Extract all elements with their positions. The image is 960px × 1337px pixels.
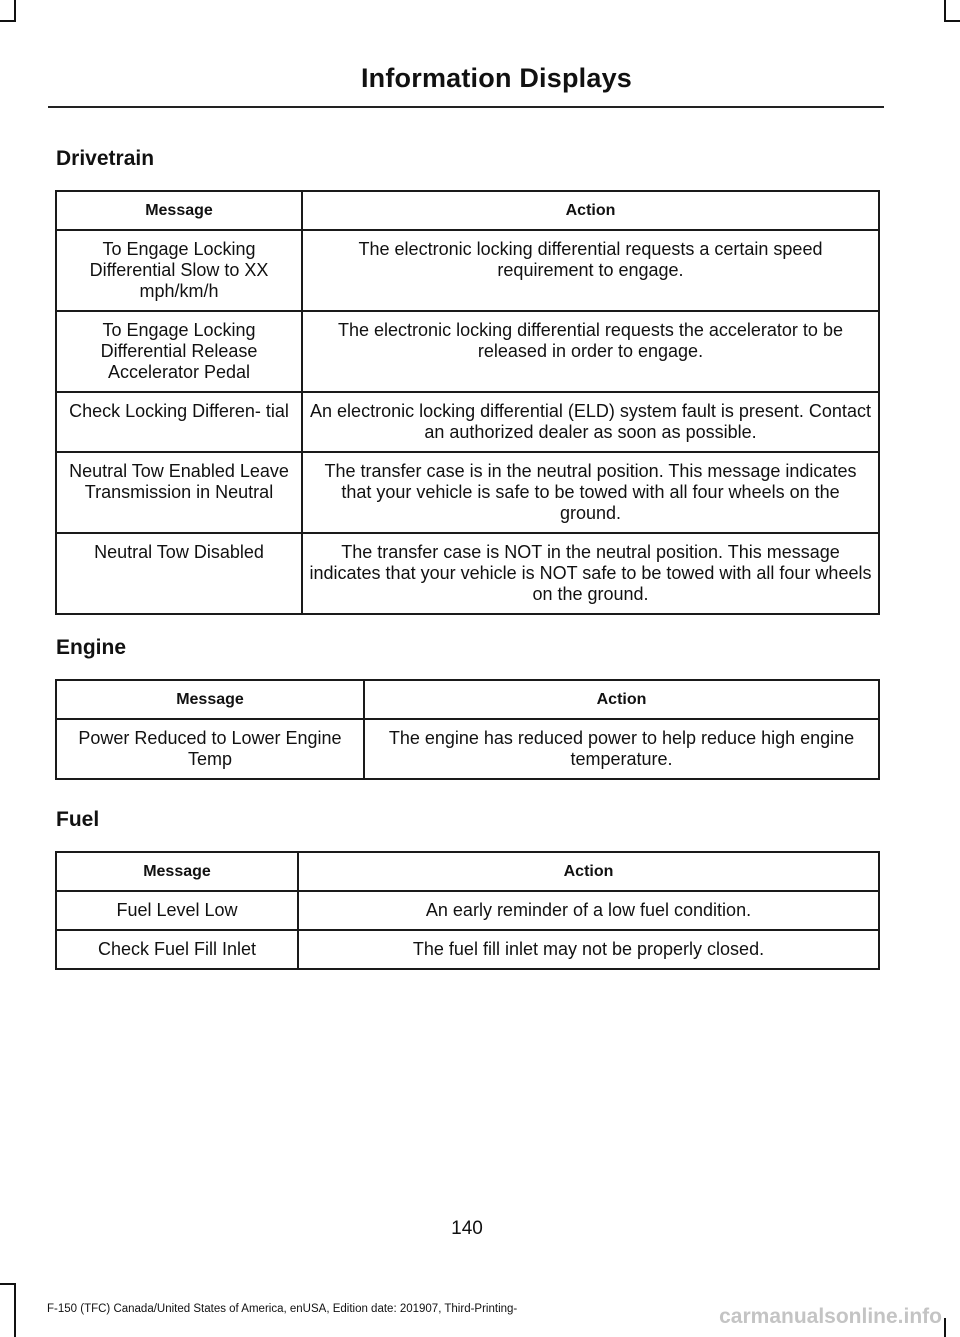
message-cell: Check Locking Differen- tial: [56, 392, 302, 452]
message-cell: Power Reduced to Lower Engine Temp: [56, 719, 364, 779]
table-row: [56, 452, 879, 533]
column-header-action: Action: [302, 191, 879, 230]
column-header-message: Message: [56, 680, 364, 719]
table-header-row: [56, 852, 879, 891]
action-cell: The electronic locking differential requests the accelerator to be released in order to engage.: [302, 311, 879, 392]
message-cell: Check Fuel Fill Inlet: [56, 930, 298, 969]
drivetrain-table: [55, 190, 880, 615]
table-row: [56, 719, 879, 779]
crop-mark: [14, 1283, 16, 1337]
message-cell: To Engage Locking Differential Release Accelerator Pedal: [56, 311, 302, 392]
edition-footer: F-150 (TFC) Canada/United States of America, enUSA, Edition date: 201907, Third-Printing-: [47, 1303, 518, 1315]
table-row: [56, 311, 879, 392]
crop-mark: [944, 1318, 946, 1337]
fuel-table: [55, 851, 880, 970]
column-header-action: Action: [364, 680, 879, 719]
action-cell: The transfer case is NOT in the neutral position. This message indicates that your vehicle is NOT safe to be towed with all four wheels on the ground.: [302, 533, 879, 614]
table-row: [56, 230, 879, 311]
column-header-action: Action: [298, 852, 879, 891]
action-cell: The engine has reduced power to help reduce high engine temperature.: [364, 719, 879, 779]
table-row: [56, 533, 879, 614]
crop-mark: [14, 0, 16, 22]
table-header-row: [56, 680, 879, 719]
column-header-message: Message: [56, 852, 298, 891]
action-cell: The transfer case is in the neutral position. This message indicates that your vehicle is safe to be towed with all four wheels on the ground.: [302, 452, 879, 533]
engine-table: [55, 679, 880, 780]
page-number: 140: [451, 1218, 483, 1239]
section-heading-fuel: Fuel: [56, 808, 100, 831]
section-heading-drivetrain: Drivetrain: [56, 147, 155, 170]
message-cell: To Engage Locking Differential Slow to XX mph/km/h: [56, 230, 302, 311]
message-cell: Neutral Tow Enabled Leave Transmission in Neutral: [56, 452, 302, 533]
watermark: carmanualsonline.info: [719, 1305, 942, 1328]
table-row: [56, 392, 879, 452]
action-cell: The fuel fill inlet may not be properly closed.: [298, 930, 879, 969]
page-title: Information Displays: [360, 63, 632, 93]
table-header-row: [56, 191, 879, 230]
table-row: [56, 891, 879, 930]
crop-mark: [0, 20, 16, 22]
message-cell: Neutral Tow Disabled: [56, 533, 302, 614]
crop-mark: [944, 20, 960, 22]
column-header-message: Message: [56, 191, 302, 230]
section-heading-engine: Engine: [56, 636, 127, 659]
action-cell: The electronic locking differential requests a certain speed requirement to engage.: [302, 230, 879, 311]
crop-mark: [944, 0, 946, 22]
action-cell: An early reminder of a low fuel condition.: [298, 891, 879, 930]
table-row: [56, 930, 879, 969]
action-cell: An electronic locking differential (ELD) system fault is present. Contact an authorized dealer as soon as possible.: [302, 392, 879, 452]
message-cell: Fuel Level Low: [56, 891, 298, 930]
page-header: [48, 56, 884, 108]
